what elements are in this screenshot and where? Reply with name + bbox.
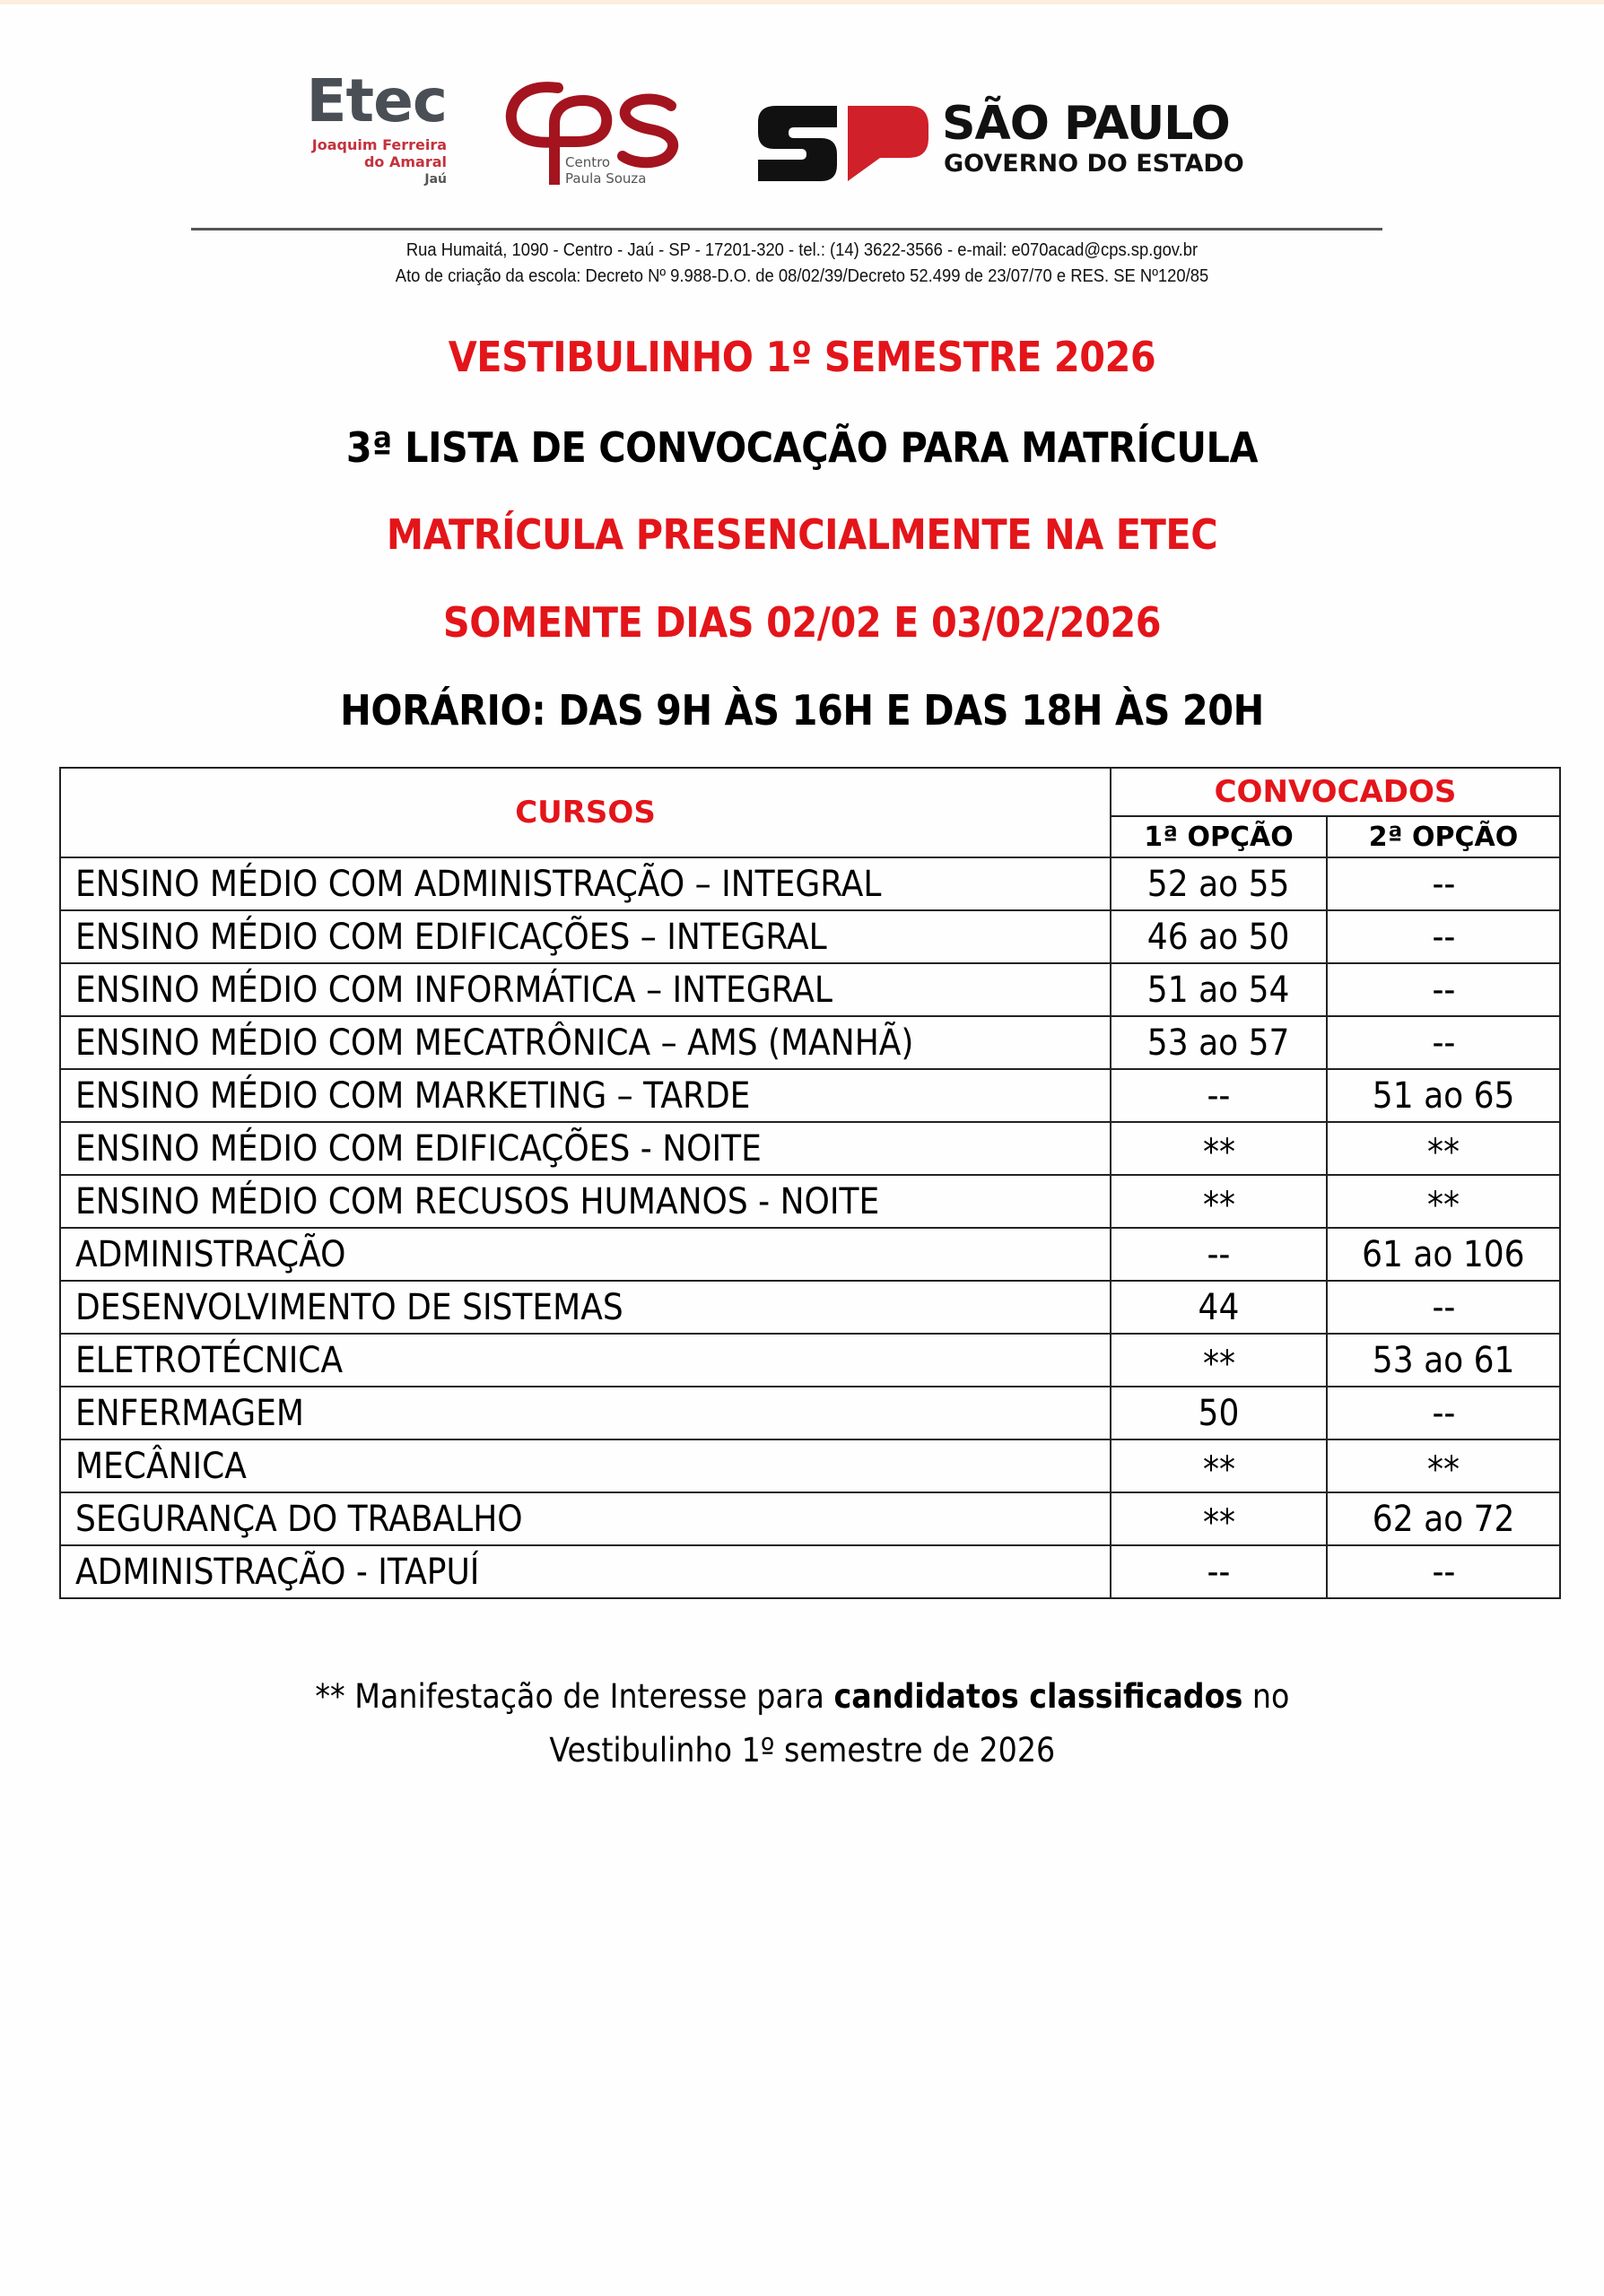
sp-logo-mark-icon — [758, 102, 933, 183]
option1-cell — [1111, 1492, 1327, 1545]
course-cell — [60, 1016, 1111, 1069]
sp-logo-subtitle: GOVERNO DO ESTADO — [944, 150, 1244, 178]
option2-cell — [1327, 1439, 1560, 1492]
option1-cell-text: 53 ao 57 — [1147, 1022, 1290, 1064]
course-cell — [60, 1439, 1111, 1492]
option1-cell-text: -- — [1207, 1074, 1231, 1117]
header-courses: CURSOS — [60, 768, 1111, 857]
course-cell-text: ENSINO MÉDIO COM RECUSOS HUMANOS - NOITE — [75, 1180, 880, 1222]
table-row — [60, 1334, 1560, 1387]
option2-cell — [1327, 1281, 1560, 1334]
footnote-bold: candidatos classificados — [833, 1677, 1242, 1716]
table-row — [60, 1492, 1560, 1545]
option1-cell — [1111, 1387, 1327, 1439]
etec-logo-line1: Joaquim Ferreira — [311, 136, 447, 153]
table-row — [60, 1069, 1560, 1122]
course-cell — [60, 1175, 1111, 1228]
option2-cell — [1327, 1492, 1560, 1545]
option1-cell-text: 51 ao 54 — [1147, 969, 1290, 1011]
option1-cell-text: ** — [1202, 1131, 1235, 1173]
option2-cell — [1327, 963, 1560, 1016]
option1-cell — [1111, 1545, 1327, 1598]
header-option2: 2ª OPÇÃO — [1327, 816, 1560, 857]
etec-logo-line2: do Amaral — [363, 153, 447, 170]
option1-cell-text: 52 ao 55 — [1147, 863, 1290, 905]
footnote-prefix: ** Manifestação de Interesse para — [314, 1677, 834, 1716]
course-cell-text: DESENVOLVIMENTO DE SISTEMAS — [75, 1286, 623, 1328]
option2-cell — [1327, 857, 1560, 910]
course-cell-text: ELETROTÉCNICA — [75, 1339, 344, 1381]
course-cell — [60, 963, 1111, 1016]
table-row — [60, 1281, 1560, 1334]
option1-cell — [1111, 1439, 1327, 1492]
option2-cell-text: -- — [1432, 969, 1455, 1011]
option1-cell-text: -- — [1207, 1551, 1231, 1593]
option1-cell — [1111, 1228, 1327, 1281]
course-cell — [60, 857, 1111, 910]
course-cell — [60, 1387, 1111, 1439]
enrollment-mode: MATRÍCULA PRESENCIALMENTE NA ETEC — [386, 510, 1218, 559]
cps-logo — [502, 79, 700, 194]
option1-cell-text: 46 ao 50 — [1147, 916, 1290, 958]
table-row — [60, 1545, 1560, 1598]
etec-logo — [278, 66, 458, 197]
course-cell — [60, 910, 1111, 963]
sp-logo-title: SÃO PAULO — [942, 97, 1230, 151]
option2-cell — [1327, 1122, 1560, 1175]
option2-cell — [1327, 1334, 1560, 1387]
enrollment-dates: SOMENTE DIAS 02/02 E 03/02/2026 — [442, 598, 1162, 647]
course-cell — [60, 1122, 1111, 1175]
option2-cell-text: 62 ao 72 — [1372, 1498, 1515, 1540]
table-row — [60, 1439, 1560, 1492]
table-row — [60, 1387, 1560, 1439]
course-cell-text: ENSINO MÉDIO COM MARKETING – TARDE — [75, 1074, 751, 1117]
course-cell-text: ENSINO MÉDIO COM MECATRÔNICA – AMS (MANHÃ) — [75, 1022, 914, 1064]
option2-cell-text: -- — [1432, 916, 1455, 958]
option2-cell-text: 61 ao 106 — [1362, 1233, 1525, 1275]
table-row — [60, 857, 1560, 910]
option2-cell — [1327, 910, 1560, 963]
course-cell-text: MECÂNICA — [75, 1445, 247, 1487]
option2-cell-text: -- — [1432, 863, 1455, 905]
footnote-line2-text: Vestibulinho 1º semestre de 2026 — [549, 1731, 1055, 1770]
course-cell — [60, 1228, 1111, 1281]
table-row — [60, 1228, 1560, 1281]
school-address: Rua Humaitá, 1090 - Centro - Jaú - SP - 17201-320 - tel.: (14) 3622-3566 - e-mail: e070acad@cps.sp.gov.br — [405, 240, 1199, 260]
header-divider — [191, 228, 1382, 230]
course-cell-text: ENFERMAGEM — [75, 1392, 304, 1434]
page-title: VESTIBULINHO 1º SEMESTRE 2026 — [448, 333, 1156, 381]
sao-paulo-logo — [758, 99, 1260, 188]
option1-cell-text: ** — [1202, 1501, 1235, 1544]
table-row — [60, 1175, 1560, 1228]
option2-cell — [1327, 1069, 1560, 1122]
course-cell-text: ADMINISTRAÇÃO — [75, 1233, 346, 1275]
option1-cell — [1111, 910, 1327, 963]
course-cell — [60, 1069, 1111, 1122]
header-option1: 1ª OPÇÃO — [1111, 816, 1327, 857]
course-cell — [60, 1545, 1111, 1598]
etec-logo-city: Jaú — [424, 172, 447, 187]
option1-cell-text: ** — [1202, 1343, 1235, 1385]
option1-cell — [1111, 1281, 1327, 1334]
option2-cell — [1327, 1175, 1560, 1228]
option2-cell — [1327, 1545, 1560, 1598]
option1-cell-text: -- — [1207, 1233, 1231, 1275]
convocation-table — [59, 767, 1561, 1599]
option1-cell-text: 50 — [1198, 1392, 1240, 1434]
option1-cell — [1111, 1016, 1327, 1069]
enrollment-hours: HORÁRIO: DAS 9H ÀS 16H E DAS 18H ÀS 20H — [340, 686, 1264, 735]
option1-cell — [1111, 1175, 1327, 1228]
course-cell-text: SEGURANÇA DO TRABALHO — [75, 1498, 523, 1540]
cps-logo-line2: Paula Souza — [565, 170, 647, 187]
option1-cell — [1111, 1069, 1327, 1122]
option1-cell-text: ** — [1202, 1184, 1235, 1226]
course-cell — [60, 1281, 1111, 1334]
option2-cell-text: -- — [1432, 1022, 1455, 1064]
option1-cell — [1111, 1334, 1327, 1387]
cps-logo-mark-icon — [502, 79, 700, 194]
course-cell-text: ENSINO MÉDIO COM EDIFICAÇÕES – INTEGRAL — [75, 916, 827, 958]
option2-cell-text: ** — [1427, 1184, 1460, 1226]
table-row — [60, 910, 1560, 963]
top-edge-strip — [0, 0, 1604, 4]
course-cell-text: ADMINISTRAÇÃO - ITAPUÍ — [75, 1551, 480, 1593]
table-row — [60, 1122, 1560, 1175]
school-decree: Ato de criação da escola: Decreto Nº 9.988-D.O. de 08/02/39/Decreto 52.499 de 23/07/70 e RES. SE Nº120/85 — [395, 266, 1209, 286]
footnote-suffix: no — [1242, 1677, 1290, 1716]
option2-cell — [1327, 1387, 1560, 1439]
option2-cell-text: ** — [1427, 1448, 1460, 1491]
option2-cell — [1327, 1016, 1560, 1069]
option2-cell-text: -- — [1432, 1551, 1455, 1593]
course-cell — [60, 1334, 1111, 1387]
option2-cell — [1327, 1228, 1560, 1281]
table-row — [60, 963, 1560, 1016]
option1-cell — [1111, 857, 1327, 910]
option2-cell-text: 53 ao 61 — [1372, 1339, 1515, 1381]
option2-cell-text: -- — [1432, 1286, 1455, 1328]
option2-cell-text: 51 ao 65 — [1372, 1074, 1515, 1117]
course-cell-text: ENSINO MÉDIO COM ADMINISTRAÇÃO – INTEGRAL — [75, 863, 882, 905]
header-called: CONVOCADOS — [1111, 768, 1560, 816]
option1-cell-text: 44 — [1198, 1286, 1240, 1328]
option2-cell-text: ** — [1427, 1131, 1460, 1173]
option1-cell — [1111, 963, 1327, 1016]
option1-cell — [1111, 1122, 1327, 1175]
course-cell-text: ENSINO MÉDIO COM INFORMÁTICA – INTEGRAL — [75, 969, 833, 1011]
course-cell — [60, 1492, 1111, 1545]
footnote-line1 — [0, 1670, 1604, 1724]
course-cell-text: ENSINO MÉDIO COM EDIFICAÇÕES - NOITE — [75, 1127, 762, 1170]
etec-logo-word: Etec — [306, 66, 447, 135]
table-row — [60, 1016, 1560, 1069]
list-heading: 3ª LISTA DE CONVOCAÇÃO PARA MATRÍCULA — [345, 423, 1259, 472]
option1-cell-text: ** — [1202, 1448, 1235, 1491]
footnote-line2 — [0, 1724, 1604, 1778]
cps-logo-line1: Centro — [565, 154, 611, 170]
option2-cell-text: -- — [1432, 1392, 1455, 1434]
